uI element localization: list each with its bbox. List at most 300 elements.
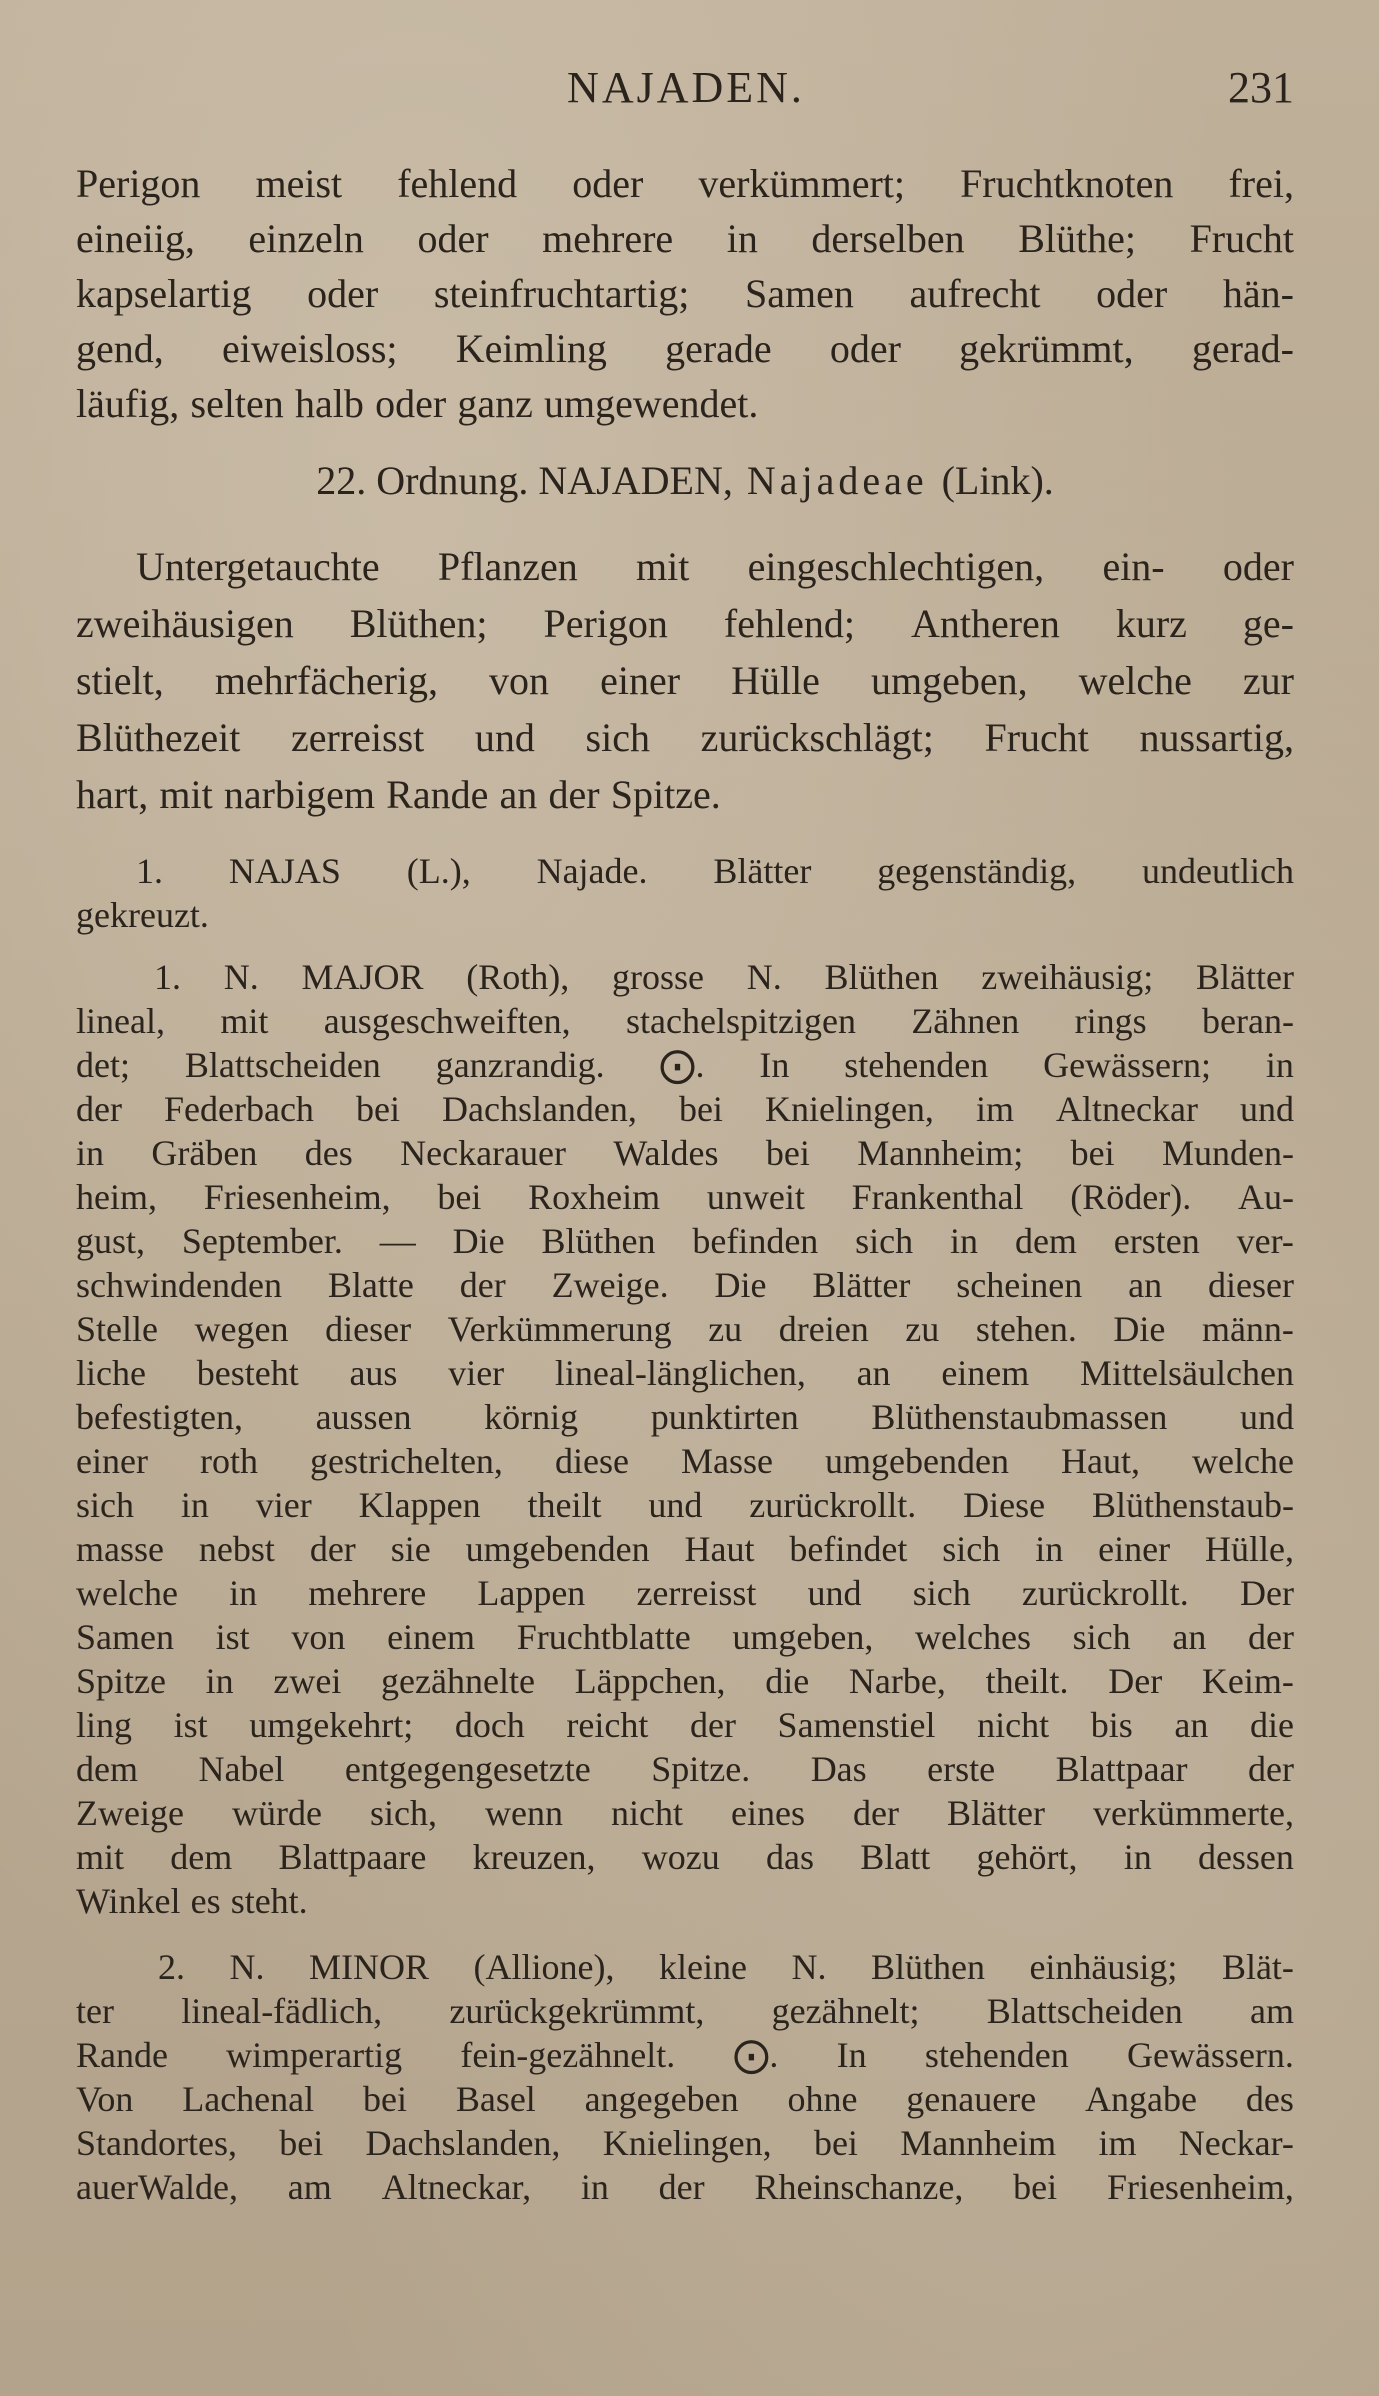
word: oder — [1222, 544, 1294, 589]
word: diese — [554, 1441, 629, 1481]
word: der — [309, 1529, 356, 1569]
word: fehlend; — [723, 601, 855, 646]
text-line — [76, 156, 1294, 211]
word: bei — [279, 2123, 324, 2163]
species-entry-minor — [76, 1945, 1294, 2209]
word: reicht — [566, 1705, 649, 1745]
word: ⨀. — [733, 2035, 779, 2075]
word: grosse — [612, 957, 705, 997]
word: zu — [905, 1309, 940, 1349]
word: gend, — [76, 326, 164, 371]
word: meist — [255, 161, 343, 206]
word: Keim- — [1201, 1661, 1294, 1701]
word: ganzrandig. — [435, 1045, 605, 1085]
word: mit — [159, 772, 213, 817]
text-line — [76, 1351, 1294, 1395]
text-line — [76, 1879, 1294, 1923]
word: ver- — [1236, 1221, 1294, 1261]
word: gehört, — [976, 1837, 1078, 1877]
word: von — [291, 1617, 346, 1657]
word: läufig, — [76, 381, 180, 426]
word: vier — [255, 1485, 312, 1525]
word: liche — [76, 1353, 146, 1393]
word: Rheinschanze, — [754, 2167, 964, 2207]
word: Spitze. — [651, 1749, 751, 1789]
word: Altneckar — [1056, 1089, 1198, 1129]
word: einem — [387, 1617, 476, 1657]
word: eineiig, — [76, 216, 195, 261]
word: Frucht — [1189, 216, 1294, 261]
word: nicht — [977, 1705, 1050, 1745]
word: Blätter — [812, 1265, 911, 1305]
word: Gräben — [151, 1133, 258, 1173]
word: Gewässern. — [1126, 2035, 1294, 2075]
text-line — [76, 595, 1294, 652]
word: — — [379, 1221, 416, 1261]
word: des — [304, 1133, 353, 1173]
text-line — [76, 266, 1294, 321]
page-number: 231 — [1228, 63, 1294, 112]
text-line — [76, 1483, 1294, 1527]
word: mit — [220, 1001, 269, 1041]
word: Frucht — [984, 715, 1089, 760]
word: Neckar- — [1178, 2123, 1294, 2163]
text-line — [76, 1395, 1294, 1439]
word: 1. — [154, 957, 181, 997]
word: nicht — [611, 1793, 684, 1833]
word: welche — [1191, 1441, 1294, 1481]
word: September. — [181, 1221, 343, 1261]
text-line — [76, 1615, 1294, 1659]
word: zurückschlägt; — [700, 715, 934, 760]
word: wenn — [485, 1793, 563, 1833]
word: in — [229, 1573, 258, 1613]
word: einer — [1098, 1529, 1171, 1569]
word: Friesenheim, — [1106, 2167, 1294, 2207]
word: unweit — [706, 1177, 805, 1217]
word: stehenden — [844, 1045, 989, 1085]
word: oder — [572, 161, 644, 206]
text-line — [76, 2121, 1294, 2165]
word: entgegengesetzte — [344, 1749, 591, 1789]
text-line — [76, 1791, 1294, 1835]
word: der — [689, 1705, 736, 1745]
word: zweihäusig; — [981, 957, 1154, 997]
order-heading — [76, 453, 1294, 508]
word: und — [648, 1485, 703, 1525]
word: lineal-fädlich, — [181, 1991, 383, 2031]
word: punktirten — [650, 1397, 799, 1437]
word: ausgeschweiften, — [323, 1001, 571, 1041]
word: ohne — [787, 2079, 858, 2119]
page-header — [78, 62, 1294, 122]
word: Winkel — [76, 1881, 181, 1921]
word: befestigten, — [76, 1397, 243, 1437]
word: dessen — [1197, 1837, 1294, 1877]
word: steht. — [230, 1881, 308, 1921]
word: und — [474, 715, 535, 760]
word: Perigon — [76, 161, 201, 206]
word: in — [950, 1221, 979, 1261]
order-description — [76, 538, 1294, 823]
genus-entry — [76, 849, 1294, 937]
text-line — [76, 1835, 1294, 1879]
word: fehlend — [397, 161, 518, 206]
word: befindet — [789, 1529, 908, 1569]
word: gerad- — [1191, 326, 1294, 371]
word: nussartig, — [1139, 715, 1294, 760]
word: einer — [76, 1441, 148, 1481]
word: sich — [912, 1573, 971, 1613]
word: Blüthen — [870, 1947, 985, 1987]
word: Rande — [386, 772, 489, 817]
word: Blatte — [327, 1265, 414, 1305]
word: in — [1265, 1045, 1294, 1085]
word: Die — [714, 1265, 767, 1305]
word: Rande — [76, 2035, 168, 2075]
text-line — [76, 893, 1294, 937]
word: an — [1128, 1265, 1163, 1305]
word: die — [1249, 1705, 1294, 1745]
word: umgeben, — [870, 658, 1028, 703]
word: Gewässern; — [1043, 1045, 1212, 1085]
word: Hülle — [731, 658, 820, 703]
word: aus — [349, 1353, 398, 1393]
word: Stelle — [76, 1309, 158, 1349]
word: Von — [76, 2079, 134, 2119]
text-line — [76, 211, 1294, 266]
word: in — [76, 1133, 105, 1173]
text-line — [76, 849, 1294, 893]
word: ein- — [1102, 544, 1165, 589]
word: Verkümmerung — [447, 1309, 672, 1349]
word: N. — [223, 957, 259, 997]
word: undeutlich — [1142, 851, 1294, 891]
word: Antheren — [910, 601, 1060, 646]
word: besteht — [196, 1353, 299, 1393]
text-line — [76, 1945, 1294, 1989]
word: gust, — [76, 1221, 146, 1261]
word: Basel — [455, 2079, 536, 2119]
word: ersten — [1113, 1221, 1200, 1261]
word: im — [975, 1089, 1014, 1129]
word: und — [1239, 1089, 1294, 1129]
word: Blätter — [713, 851, 812, 891]
word: im — [1098, 2123, 1137, 2163]
word: Blüthezeit — [76, 715, 241, 760]
word: Lachenal — [182, 2079, 315, 2119]
word: Angabe — [1085, 2079, 1198, 2119]
word: Blattpaar — [1055, 1749, 1188, 1789]
word: an — [1172, 1617, 1207, 1657]
word: Pflanzen — [437, 544, 578, 589]
word: narbigem — [223, 772, 375, 817]
word: Klappen — [358, 1485, 481, 1525]
text-line — [76, 376, 1294, 431]
word: einzeln — [248, 216, 364, 261]
order-heading-authority: (Link). — [941, 458, 1054, 503]
text-line — [76, 1747, 1294, 1791]
word: Blatt — [860, 1837, 931, 1877]
word: umgebenden — [465, 1529, 650, 1569]
word: Federbach — [164, 1089, 314, 1129]
body-text — [76, 156, 1294, 2209]
word: umgeben, — [732, 1617, 874, 1657]
text-line — [76, 1439, 1294, 1483]
word: umgewendet. — [544, 381, 759, 426]
word: Samen — [76, 1617, 174, 1657]
word: beran- — [1202, 1001, 1294, 1041]
word: Waldes — [613, 1133, 719, 1173]
word: in — [1035, 1529, 1064, 1569]
word: Haut, — [1060, 1441, 1140, 1481]
word: die — [765, 1661, 810, 1701]
word: Mittelsäulchen — [1080, 1353, 1294, 1393]
word: Nabel — [198, 1749, 285, 1789]
word: (Allione), — [473, 1947, 615, 1987]
text-line — [76, 1527, 1294, 1571]
word: mehrfächerig, — [214, 658, 439, 703]
word: ist — [173, 1705, 208, 1745]
word: Narbe, — [848, 1661, 946, 1701]
word: 2. — [158, 1947, 185, 1987]
word: N. — [746, 957, 782, 997]
word: gegenständig, — [877, 851, 1077, 891]
word: welches — [915, 1617, 1031, 1657]
word: nebst — [198, 1529, 275, 1569]
word: NAJAS — [228, 851, 341, 891]
word: vier — [448, 1353, 505, 1393]
text-line — [76, 1703, 1294, 1747]
word: MINOR — [309, 1947, 430, 1987]
word: stachelspitzigen — [626, 1001, 856, 1041]
text-line — [76, 2033, 1294, 2077]
word: zerreisst — [291, 715, 425, 760]
word: Mannheim; — [857, 1133, 1024, 1173]
word: sich — [855, 1221, 914, 1261]
word: angegeben — [584, 2079, 739, 2119]
word: umgebenden — [825, 1441, 1009, 1481]
word: an — [499, 772, 538, 817]
word: in — [1123, 1837, 1152, 1877]
text-line — [76, 709, 1294, 766]
word: hän- — [1222, 271, 1294, 316]
text-line — [76, 321, 1294, 376]
text-line — [76, 1087, 1294, 1131]
word: bei — [813, 2123, 858, 2163]
word: oder — [417, 216, 489, 261]
word: verkümmert; — [698, 161, 905, 206]
word: oder — [375, 381, 447, 426]
word: das — [766, 1837, 815, 1877]
word: hart, — [76, 772, 149, 817]
word: ganz — [457, 381, 533, 426]
word: Hülle, — [1205, 1529, 1294, 1569]
word: Läppchen, — [574, 1661, 726, 1701]
word: Der — [1239, 1573, 1294, 1613]
word: dem — [170, 1837, 233, 1877]
word: Knielingen, — [602, 2123, 772, 2163]
word: Masse — [680, 1441, 773, 1481]
text-line — [76, 766, 1294, 823]
word: gestrichelten, — [310, 1441, 503, 1481]
text-line — [76, 1659, 1294, 1703]
text-line — [76, 1219, 1294, 1263]
species-entry-major — [76, 955, 1294, 1923]
word: Najade. — [536, 851, 648, 891]
word: einem — [941, 1353, 1030, 1393]
word: Zweige. — [551, 1265, 669, 1305]
word: (Röder). — [1070, 1177, 1192, 1217]
word: Perigon — [543, 601, 668, 646]
word: scheinen — [956, 1265, 1083, 1305]
word: halb — [295, 381, 364, 426]
word: von — [489, 658, 550, 703]
word: an — [856, 1353, 891, 1393]
word: Blattpaare — [278, 1837, 427, 1877]
word: welche — [76, 1573, 178, 1613]
word: der — [658, 2167, 705, 2207]
word: roth — [199, 1441, 258, 1481]
word: gezähnelte — [381, 1661, 535, 1701]
word: masse — [76, 1529, 164, 1569]
word: (L.), — [406, 851, 471, 891]
word: (Roth), — [466, 957, 570, 997]
word: derselben — [811, 216, 965, 261]
text-line — [76, 1307, 1294, 1351]
word: einer — [600, 658, 681, 703]
word: zurückrollt. — [749, 1485, 917, 1525]
word: am — [287, 2167, 332, 2207]
word: kleine — [658, 1947, 747, 1987]
text-line — [76, 1571, 1294, 1615]
word: stehen. — [975, 1309, 1077, 1349]
word: bei — [678, 1089, 723, 1129]
word: gekrümmt, — [959, 326, 1134, 371]
word: ter — [76, 1991, 114, 2031]
word: Die — [452, 1221, 505, 1261]
word: zurückrollt. — [1021, 1573, 1189, 1613]
word: stehenden — [924, 2035, 1069, 2075]
word: Fruchtknoten — [960, 161, 1174, 206]
word: Knielingen, — [764, 1089, 934, 1129]
word: N. — [791, 1947, 827, 1987]
text-line — [76, 538, 1294, 595]
word: fein-gezähnelt. — [460, 2035, 676, 2075]
word: bis — [1090, 1705, 1133, 1745]
word: Au- — [1237, 1177, 1294, 1217]
word: zwei — [273, 1661, 342, 1701]
word: wimperartig — [226, 2035, 403, 2075]
word: Der — [1108, 1661, 1163, 1701]
word: Samenstiel — [777, 1705, 936, 1745]
word: mit — [636, 544, 690, 589]
word: würde — [231, 1793, 322, 1833]
word: theilt — [527, 1485, 602, 1525]
word: und — [807, 1573, 862, 1613]
word: Blüthen — [824, 957, 939, 997]
word: sich, — [369, 1793, 437, 1833]
text-line — [76, 999, 1294, 1043]
word: Diese — [963, 1485, 1046, 1525]
word: Fruchtblatte — [516, 1617, 691, 1657]
word: in — [180, 1485, 209, 1525]
word: wozu — [641, 1837, 720, 1877]
word: schwindenden — [76, 1265, 282, 1305]
word: sich — [585, 715, 650, 760]
word: zerreisst — [636, 1573, 757, 1613]
word: verkümmerte, — [1093, 1793, 1294, 1833]
word: eingeschlechtigen, — [747, 544, 1045, 589]
word: Roxheim — [528, 1177, 661, 1217]
intro-paragraph — [76, 156, 1294, 431]
word: Dachslanden, — [365, 2123, 561, 2163]
word: Blätter — [1195, 957, 1294, 997]
word: gekreuzt. — [76, 895, 209, 935]
word: männ- — [1201, 1309, 1294, 1349]
word: eiweisloss; — [221, 326, 398, 371]
word: theilt. — [985, 1661, 1069, 1701]
text-line — [76, 1043, 1294, 1087]
word: Friesenheim, — [203, 1177, 391, 1217]
word: oder — [1096, 271, 1168, 316]
word: zweihäusigen — [76, 601, 294, 646]
word: Spitze — [76, 1661, 166, 1701]
word: Das — [810, 1749, 867, 1789]
word: ge- — [1242, 601, 1294, 646]
word: Zähnen — [911, 1001, 1020, 1041]
word: der — [459, 1265, 506, 1305]
word: dem — [1014, 1221, 1077, 1261]
word: Frankenthal — [851, 1177, 1024, 1217]
word: kurz — [1115, 601, 1187, 646]
word: Dachslanden, — [441, 1089, 637, 1129]
word: kreuzen, — [472, 1837, 596, 1877]
word: der — [1248, 1617, 1294, 1657]
word: in — [726, 216, 758, 261]
word: dieser — [1208, 1265, 1294, 1305]
word: ist — [215, 1617, 250, 1657]
word: In — [836, 2035, 867, 2075]
word: Blattscheiden — [184, 1045, 381, 1085]
word: befinden — [692, 1221, 819, 1261]
word: 1. — [136, 851, 163, 891]
word: stielt, — [76, 658, 164, 703]
text-line — [76, 1263, 1294, 1307]
word: bei — [355, 1089, 400, 1129]
word: N. — [229, 1947, 265, 1987]
word: der — [548, 772, 600, 817]
word: wegen — [194, 1309, 289, 1349]
word: zurückgekrümmt, — [449, 1991, 705, 2031]
word: aussen — [315, 1397, 412, 1437]
word: der — [1248, 1749, 1294, 1789]
word: am — [1250, 1991, 1294, 2031]
word: Haut — [684, 1529, 755, 1569]
word: welche — [1078, 658, 1192, 703]
word: Neckarauer — [400, 1133, 567, 1173]
word: mehrere — [308, 1573, 427, 1613]
word: sie — [390, 1529, 431, 1569]
word: MAJOR — [301, 957, 424, 997]
word: ⨀. — [659, 1045, 705, 1085]
word: Untergetauchte — [136, 544, 380, 589]
text-line — [76, 652, 1294, 709]
word: Mannheim — [900, 2123, 1057, 2163]
word: in — [205, 1661, 234, 1701]
word: zur — [1242, 658, 1294, 703]
word: In — [759, 1045, 790, 1085]
